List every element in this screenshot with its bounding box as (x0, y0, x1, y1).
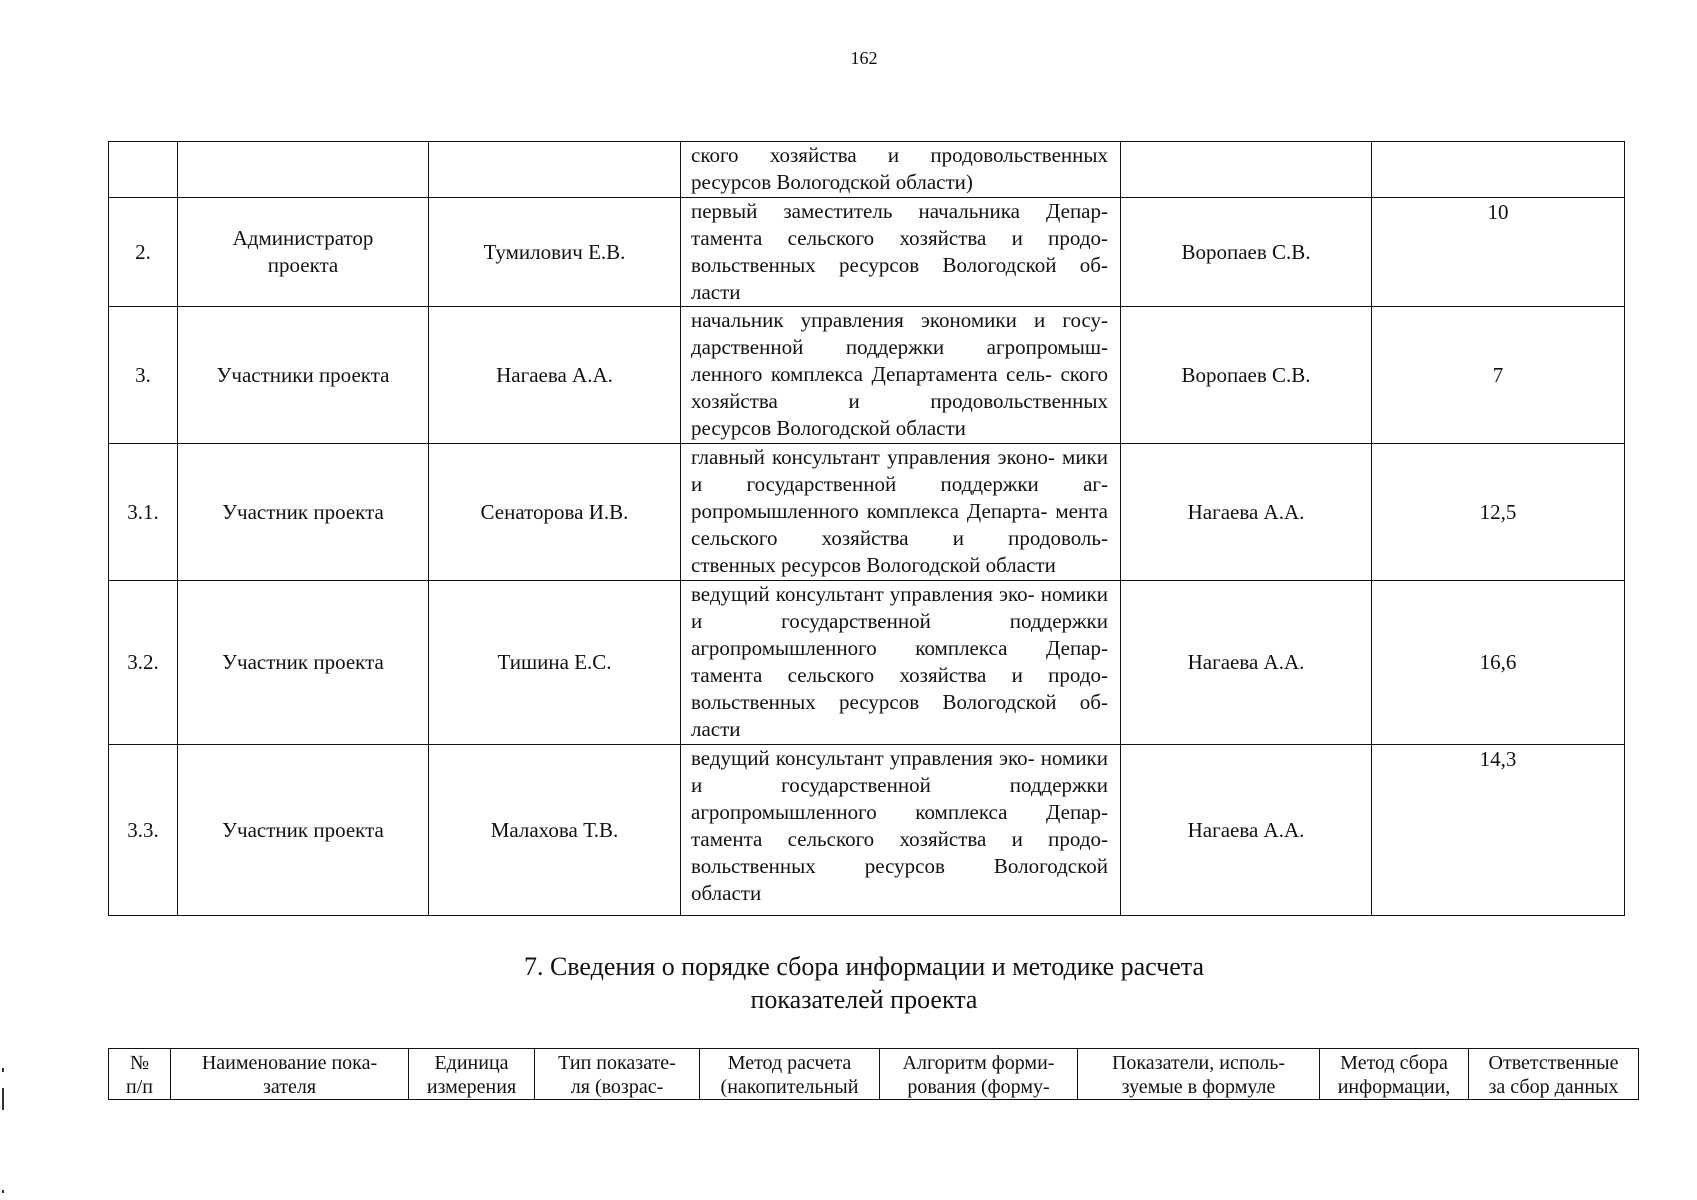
project-role: Участники проекта (178, 307, 429, 444)
margin-mark (2, 1190, 4, 1193)
description-line: ресурсов Вологодской области) (691, 170, 973, 194)
description-line: ского хозяйства и продовольственных (691, 362, 1108, 413)
roles-table-row (109, 198, 1625, 307)
header-line: Метод расчета (727, 1052, 852, 1074)
description-line: дарственной поддержки агропромыш- (691, 335, 1108, 359)
supervisor-name (1121, 142, 1372, 198)
description-line: ресурсов Вологодской области (691, 416, 966, 440)
header-line: (накопительный (720, 1076, 859, 1098)
description-line: номики и государственной поддержки (691, 582, 1108, 633)
header-line: Показатели, исполь- (1111, 1052, 1286, 1074)
indicators-header-cell (109, 1049, 171, 1100)
roles-table-row (109, 307, 1625, 444)
description-line: ственных ресурсов Вологодской области (691, 553, 1056, 577)
roles-table-row (109, 745, 1625, 916)
supervisor-name: Нагаева А.А. (1121, 745, 1372, 916)
description-line: мента сельского хозяйства и продоволь- (691, 499, 1108, 550)
description-line: ласти (691, 717, 741, 741)
description-line: ропромышленного комплекса Департа- (691, 499, 1048, 523)
description-line: мики и государственной поддержки аг- (691, 445, 1108, 496)
header-line: зателя (262, 1076, 317, 1098)
header-line: ля (возрас- (570, 1076, 664, 1098)
supervisor-name: Воропаев С.В. (1121, 198, 1372, 307)
description-line: начальник управления экономики и госу- (691, 308, 1108, 332)
workload-percent: 12,5 (1372, 444, 1625, 581)
header-line: Метод сбора (1340, 1052, 1448, 1074)
project-role (178, 142, 429, 198)
header-line: измерения (426, 1076, 517, 1098)
description-line: тамента сельского хозяйства и продо- (691, 226, 1108, 250)
position-description (681, 307, 1121, 444)
row-number (109, 142, 178, 198)
project-role: Участник проекта (178, 745, 429, 916)
workload-percent: 16,6 (1372, 581, 1625, 745)
row-number: 3.2. (109, 581, 178, 745)
indicators-header-cell (171, 1049, 409, 1100)
row-number: 2. (109, 198, 178, 307)
workload-percent: 7 (1372, 307, 1625, 444)
description-line: ленного комплекса Департамента сель- (691, 362, 1052, 386)
header-line: Наименование пока- (201, 1052, 378, 1074)
header-line: № (129, 1052, 150, 1074)
indicators-header-cell (1320, 1049, 1469, 1100)
project-role: Администратор проекта (178, 198, 429, 307)
roles-table-row (109, 142, 1625, 198)
position-description (681, 142, 1121, 198)
page-number: 162 (850, 48, 878, 68)
person-name: Малахова Т.В. (429, 745, 681, 916)
project-role: Участник проекта (178, 581, 429, 745)
indicators-header-cell (409, 1049, 535, 1100)
description-line: первый заместитель начальника Депар- (691, 199, 1108, 223)
person-name (429, 142, 681, 198)
header-line: за сбор данных (1488, 1076, 1619, 1098)
indicators-header-cell (700, 1049, 880, 1100)
supervisor-name: Нагаева А.А. (1121, 444, 1372, 581)
header-line: Единица (434, 1052, 509, 1074)
position-description (681, 745, 1121, 916)
workload-percent: 14,3 (1372, 745, 1625, 916)
section-title (0, 950, 1697, 1016)
description-line: тамента сельского хозяйства и продо- (691, 663, 1108, 687)
row-number: 3.1. (109, 444, 178, 581)
indicators-table-header (108, 1048, 1639, 1100)
description-line: агропромышленного комплекса Депар- (691, 636, 1108, 660)
position-description (681, 198, 1121, 307)
description-line: вольственных ресурсов Вологодской об- (691, 253, 1108, 277)
description-line: ведущий консультант управления эко- (691, 582, 1035, 606)
project-roles-table (108, 141, 1625, 916)
header-line: Тип показате- (558, 1052, 676, 1074)
indicators-header-cell (880, 1049, 1078, 1100)
margin-mark (2, 1088, 4, 1110)
project-role: Участник проекта (178, 444, 429, 581)
description-line: вольственных ресурсов Вологодской (691, 854, 1108, 878)
indicators-header-row (109, 1049, 1639, 1100)
indicators-header-cell (535, 1049, 700, 1100)
person-name: Сенаторова И.В. (429, 444, 681, 581)
description-line: ского хозяйства и продовольственных (691, 143, 1108, 167)
indicators-header-cell (1078, 1049, 1320, 1100)
header-line: п/п (126, 1076, 153, 1098)
supervisor-name: Нагаева А.А. (1121, 581, 1372, 745)
position-description (681, 444, 1121, 581)
header-line: Алгоритм форми- (902, 1052, 1055, 1074)
indicators-header-cell (1469, 1049, 1639, 1100)
section-title-line-2: показателей проекта (750, 985, 978, 1014)
person-name: Тишина Е.С. (429, 581, 681, 745)
position-description (681, 581, 1121, 745)
description-line: ведущий консультант управления эко- (691, 746, 1035, 770)
roles-table-row (109, 444, 1625, 581)
margin-mark (2, 1068, 4, 1072)
header-line: зуемые в формуле (1121, 1076, 1276, 1098)
workload-percent: 10 (1372, 198, 1625, 307)
person-name: Нагаева А.А. (429, 307, 681, 444)
roles-table-row (109, 581, 1625, 745)
section-title-line-1: 7. Сведения о порядке сбора информации и методике расчета (523, 952, 1205, 981)
description-line: тамента сельского хозяйства и продо- (691, 827, 1108, 851)
row-number: 3. (109, 307, 178, 444)
description-line: вольственных ресурсов Вологодской об- (691, 690, 1108, 714)
workload-percent (1372, 142, 1625, 198)
supervisor-name: Воропаев С.В. (1121, 307, 1372, 444)
header-line: информации, (1337, 1076, 1451, 1098)
description-line: области (691, 881, 762, 905)
description-line: агропромышленного комплекса Депар- (691, 800, 1108, 824)
description-line: номики и государственной поддержки (691, 746, 1108, 797)
header-line: рования (форму- (907, 1076, 1050, 1098)
description-line: главный консультант управления эконо- (691, 445, 1055, 469)
description-line: ласти (691, 280, 741, 304)
row-number: 3.3. (109, 745, 178, 916)
header-line: Ответственные (1488, 1052, 1619, 1074)
person-name: Тумилович Е.В. (429, 198, 681, 307)
